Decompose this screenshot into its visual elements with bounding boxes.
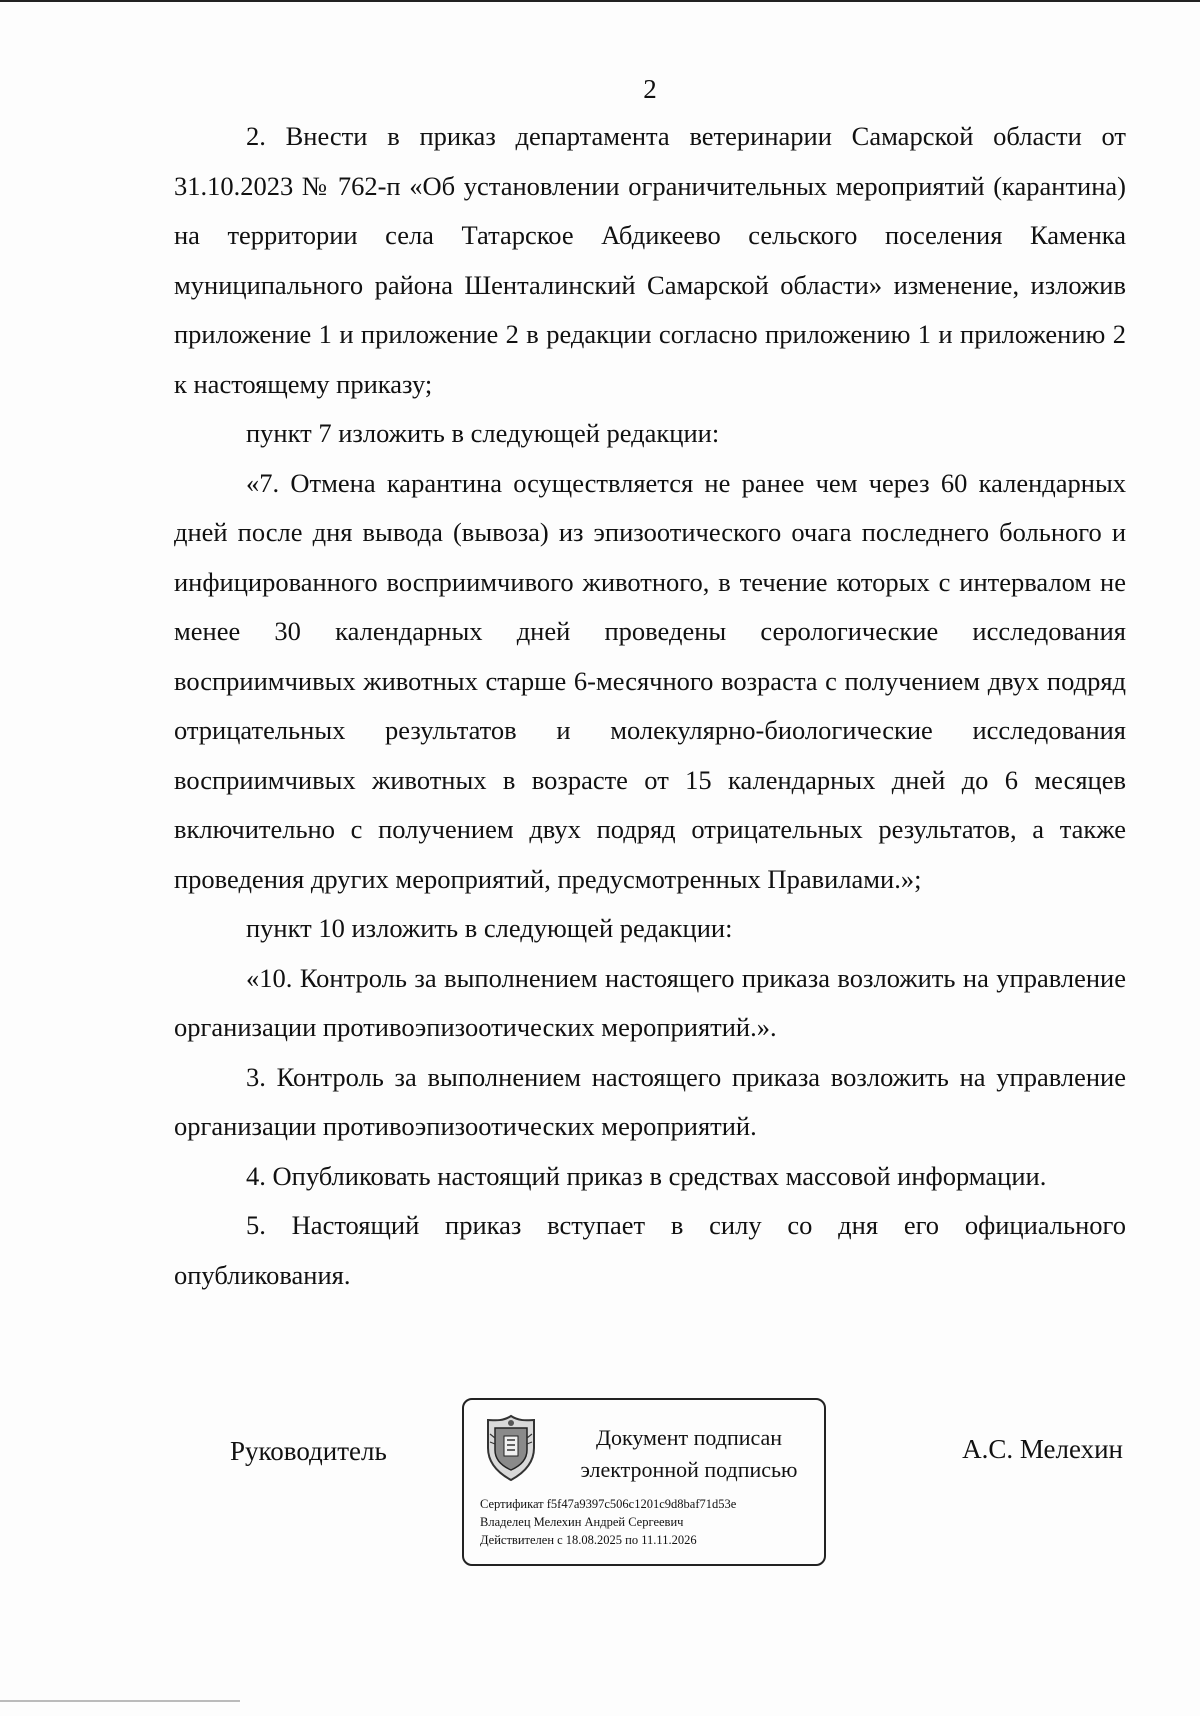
electronic-signature-stamp xyxy=(462,1398,826,1566)
coat-of-arms-icon xyxy=(482,1414,540,1482)
paragraph-control: 3. Контроль за выполнением настоящего приказа возложить на управление организации противоэпизоотических мероприятий. xyxy=(174,1061,1126,1141)
paragraph-effective: 5. Настоящий приказ вступает в силу со дня его официального опубликования. xyxy=(174,1210,1126,1290)
stamp-title-line2: электронной подписью xyxy=(580,1457,798,1482)
stamp-title-line1: Документ подписан xyxy=(595,1425,783,1450)
paragraph-item7-text: «7. Отмена карантина осуществляется не ранее чем через 60 календарных дней после дня вывода (вывоза) из эпизоотического очага последнего больного и инфицированного восприимчивого животного, в течение которых с интервалом не менее 30 календарных дней проведены серологические исследования восприимчивых животных старше 6-месячного возраста с получением двух подряд отрицательных результатов и молекулярно-биологические исследования восприимчивых животных в возрасте от 15 календарных дней до 6 месяцев включительно с получением двух подряд отрицательных результатов, а также проведения других мероприятий, предусмотренных Правилами.»; xyxy=(174,467,1126,894)
signature-block xyxy=(0,1398,1200,1578)
certificate-number: Сертификат f5f47a9397c506c1201c9d8baf71d53e xyxy=(480,1497,737,1511)
document-body xyxy=(174,112,1126,1300)
scan-edge-line xyxy=(0,0,1200,2)
page-number: 2 xyxy=(643,74,657,104)
paragraph-item7-intro: пункт 7 изложить в следующей редакции: xyxy=(246,418,720,448)
signer-role: Руководитель xyxy=(230,1436,387,1466)
stamp-title xyxy=(564,1422,814,1486)
signer-name: А.С. Мелехин xyxy=(962,1434,1123,1464)
paragraph-publish: 4. Опубликовать настоящий приказ в средствах массовой информации. xyxy=(246,1160,1047,1191)
paragraph-item10-text: «10. Контроль за выполнением настоящего приказа возложить на управление организации противоэпизоотических мероприятий.». xyxy=(174,962,1126,1042)
paragraph-amend-order: 2. Внести в приказ департамента ветеринарии Самарской области от 31.10.2023 № 762-п «Об установлении ограничительных мероприятий (карантина) на территории села Татарское Абдикеево сельского поселения Каменка муниципального района Шенталинский Самарской области» изменение, изложив приложение 1 и приложение 2 в редакции согласно приложению 1 и приложению 2 к настоящему приказу; xyxy=(174,121,1126,399)
scan-edge-mark xyxy=(0,1700,240,1702)
paragraph-item10-intro: пункт 10 изложить в следующей редакции: xyxy=(246,913,733,943)
certificate-validity: Действителен с 18.08.2025 по 11.11.2026 xyxy=(480,1533,697,1547)
certificate-owner: Владелец Мелехин Андрей Сергеевич xyxy=(480,1515,684,1529)
